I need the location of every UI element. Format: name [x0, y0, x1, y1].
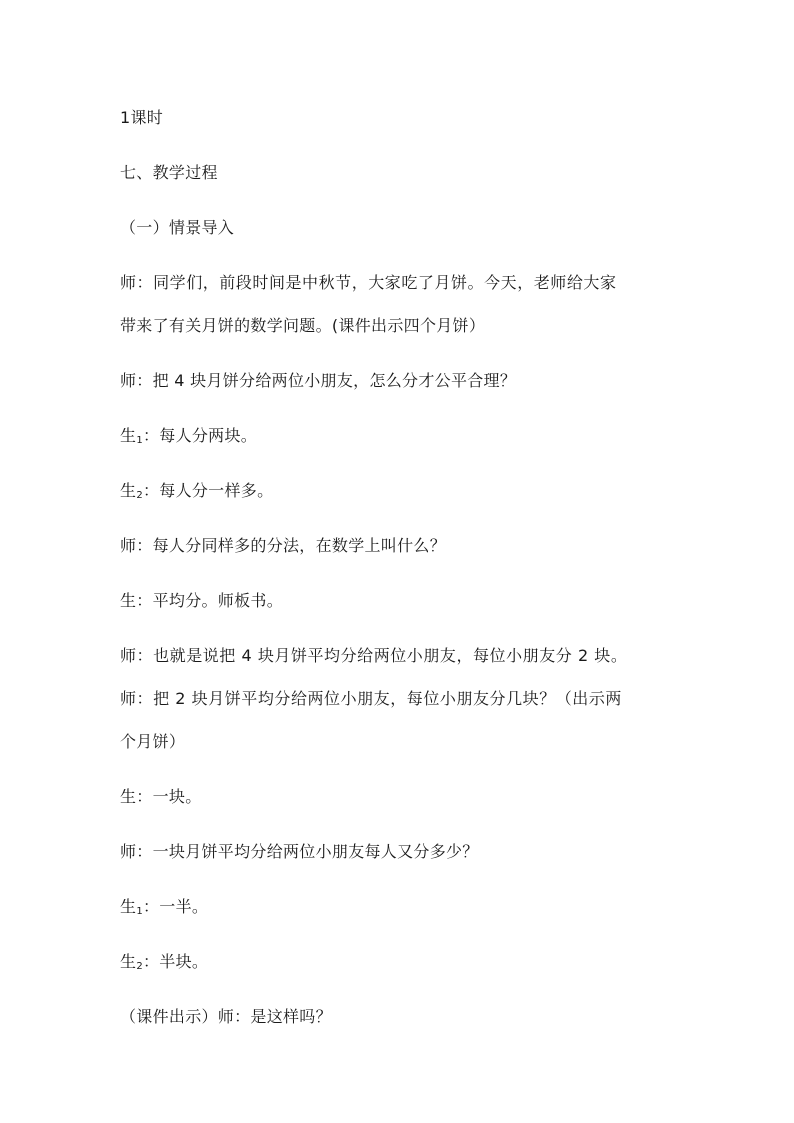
dialogue-line: 个月饼）	[120, 732, 186, 751]
speaker-subscript: 2	[136, 961, 143, 972]
lesson-duration: 1课时	[120, 108, 164, 127]
dialogue-text: ：一半。	[142, 897, 209, 916]
speaker-subscript: 2	[136, 490, 143, 501]
dialogue-line	[120, 952, 208, 972]
speaker-label: 生	[120, 897, 137, 916]
dialogue-line: 师：一块月饼平均分给两位小朋友每人又分多少？	[120, 842, 479, 861]
dialogue-line: 师：也就是说把 4 块月饼平均分给两位小朋友，每位小朋友分 2 块。	[120, 646, 628, 665]
dialogue-text: ：每人分两块。	[142, 426, 258, 445]
dialogue-line: 师：每人分同样多的分法，在数学上叫什么？	[120, 536, 447, 555]
dialogue-line	[120, 481, 273, 501]
speaker-label: 生	[120, 426, 137, 445]
paragraph-line: 师：同学们，前段时间是中秋节，大家吃了月饼。今天，老师给大家	[120, 273, 617, 292]
speaker-label: 生	[120, 952, 137, 971]
dialogue-line: 生：平均分。师板书。	[120, 591, 284, 610]
dialogue-line	[120, 426, 257, 446]
dialogue-text: ：每人分一样多。	[142, 481, 274, 500]
dialogue-line: （课件出示）师：是这样吗？	[120, 1007, 332, 1026]
subsection-heading-scenario-intro: （一）情景导入	[120, 218, 235, 237]
dialogue-line: 师：把 2 块月饼平均分给两位小朋友，每位小朋友分几块？（出示两	[120, 689, 622, 708]
dialogue-line: 生：一块。	[120, 787, 202, 806]
speaker-label: 生	[120, 481, 137, 500]
speaker-subscript: 1	[136, 906, 143, 917]
paragraph-line: 带来了有关月饼的数学问题。(课件出示四个月饼）	[120, 316, 486, 335]
speaker-subscript: 1	[136, 435, 143, 446]
dialogue-line: 师：把 4 块月饼分给两位小朋友，怎么分才公平合理？	[120, 371, 517, 390]
dialogue-text: ：半块。	[142, 952, 209, 971]
dialogue-line	[120, 897, 208, 917]
section-heading-teaching-process: 七、教学过程	[120, 163, 218, 182]
